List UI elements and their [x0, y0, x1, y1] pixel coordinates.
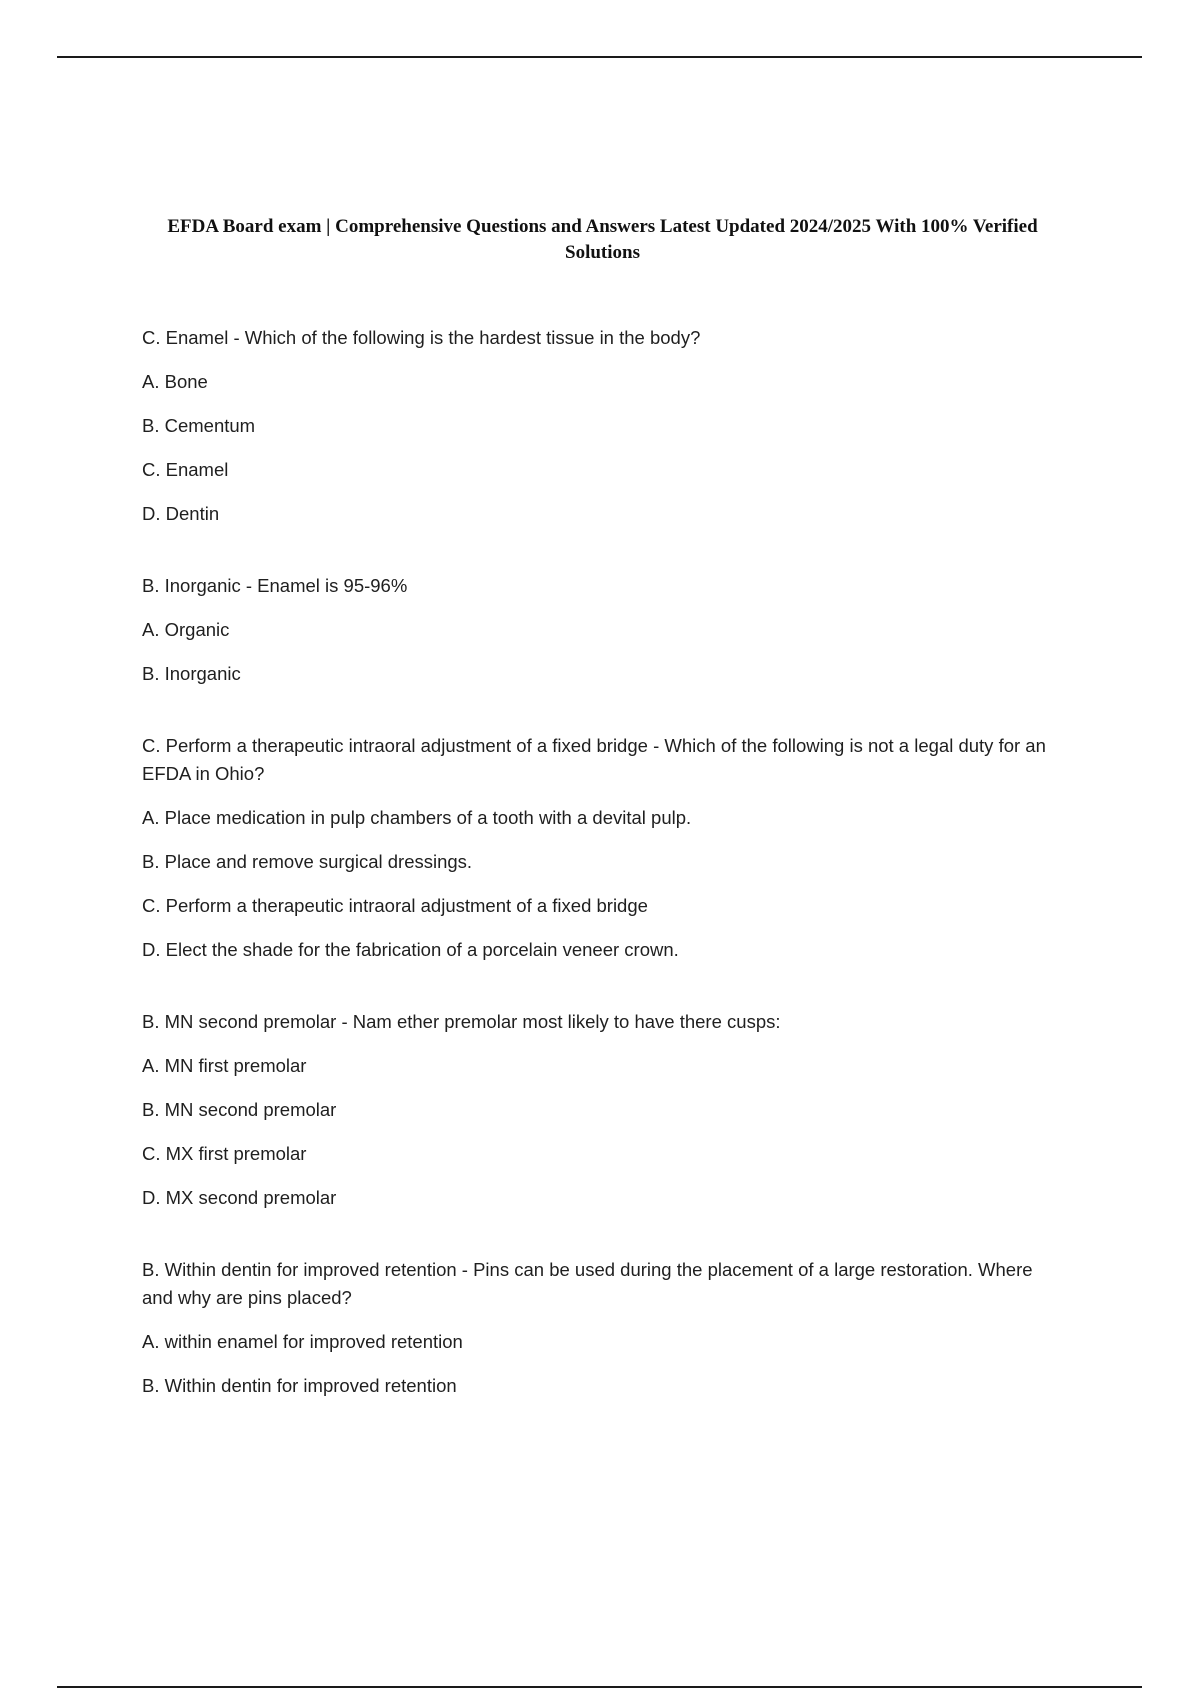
answer-option: C. MX first premolar	[142, 1143, 307, 1164]
answer-options	[142, 1328, 1062, 1400]
footer-rule	[57, 1686, 1142, 1688]
question-prompt: B. Within dentin for improved retention - Pins can be used during the placement of a large restoration. Where and why are pins placed?	[142, 1259, 1033, 1308]
answer-option: C. Enamel	[142, 459, 229, 480]
question-block	[142, 1008, 1062, 1212]
answer-options	[142, 368, 1062, 528]
answer-option: B. Cementum	[142, 415, 256, 436]
answer-options	[142, 804, 1062, 964]
question-block	[142, 1256, 1062, 1400]
answer-option: D. Dentin	[142, 503, 220, 524]
answer-option: A. Place medication in pulp chambers of a tooth with a devital pulp.	[142, 807, 692, 828]
question-prompt: C. Enamel - Which of the following is the hardest tissue in the body?	[142, 327, 701, 348]
answer-option: B. Inorganic	[142, 663, 241, 684]
answer-option: D. MX second premolar	[142, 1187, 337, 1208]
answer-option: B. Within dentin for improved retention	[142, 1375, 457, 1396]
answer-option: A. Bone	[142, 371, 208, 392]
answer-option: A. Organic	[142, 619, 230, 640]
header-rule	[57, 56, 1142, 58]
question-list	[142, 324, 1062, 1444]
answer-option: A. within enamel for improved retention	[142, 1331, 463, 1352]
answer-option: B. Place and remove surgical dressings.	[142, 851, 473, 872]
answer-option: A. MN first premolar	[142, 1055, 307, 1076]
question-block	[142, 572, 1062, 688]
answer-option: B. MN second premolar	[142, 1099, 337, 1120]
answer-option: C. Perform a therapeutic intraoral adjustment of a fixed bridge	[142, 895, 648, 916]
question-prompt: B. MN second premolar - Nam ether premolar most likely to have there cusps:	[142, 1011, 781, 1032]
question-block	[142, 324, 1062, 528]
answer-option: D. Elect the shade for the fabrication of a porcelain veneer crown.	[142, 939, 679, 960]
answer-options	[142, 1052, 1062, 1212]
question-prompt: B. Inorganic - Enamel is 95-96%	[142, 575, 408, 596]
question-prompt: C. Perform a therapeutic intraoral adjustment of a fixed bridge - Which of the following is not a legal duty for an EFDA in Ohio?	[142, 735, 1046, 784]
document-title: EFDA Board exam | Comprehensive Questions and Answers Latest Updated 2024/2025 With 100% Verified Solutions	[167, 216, 1038, 263]
question-block	[142, 732, 1062, 964]
answer-options	[142, 616, 1062, 688]
